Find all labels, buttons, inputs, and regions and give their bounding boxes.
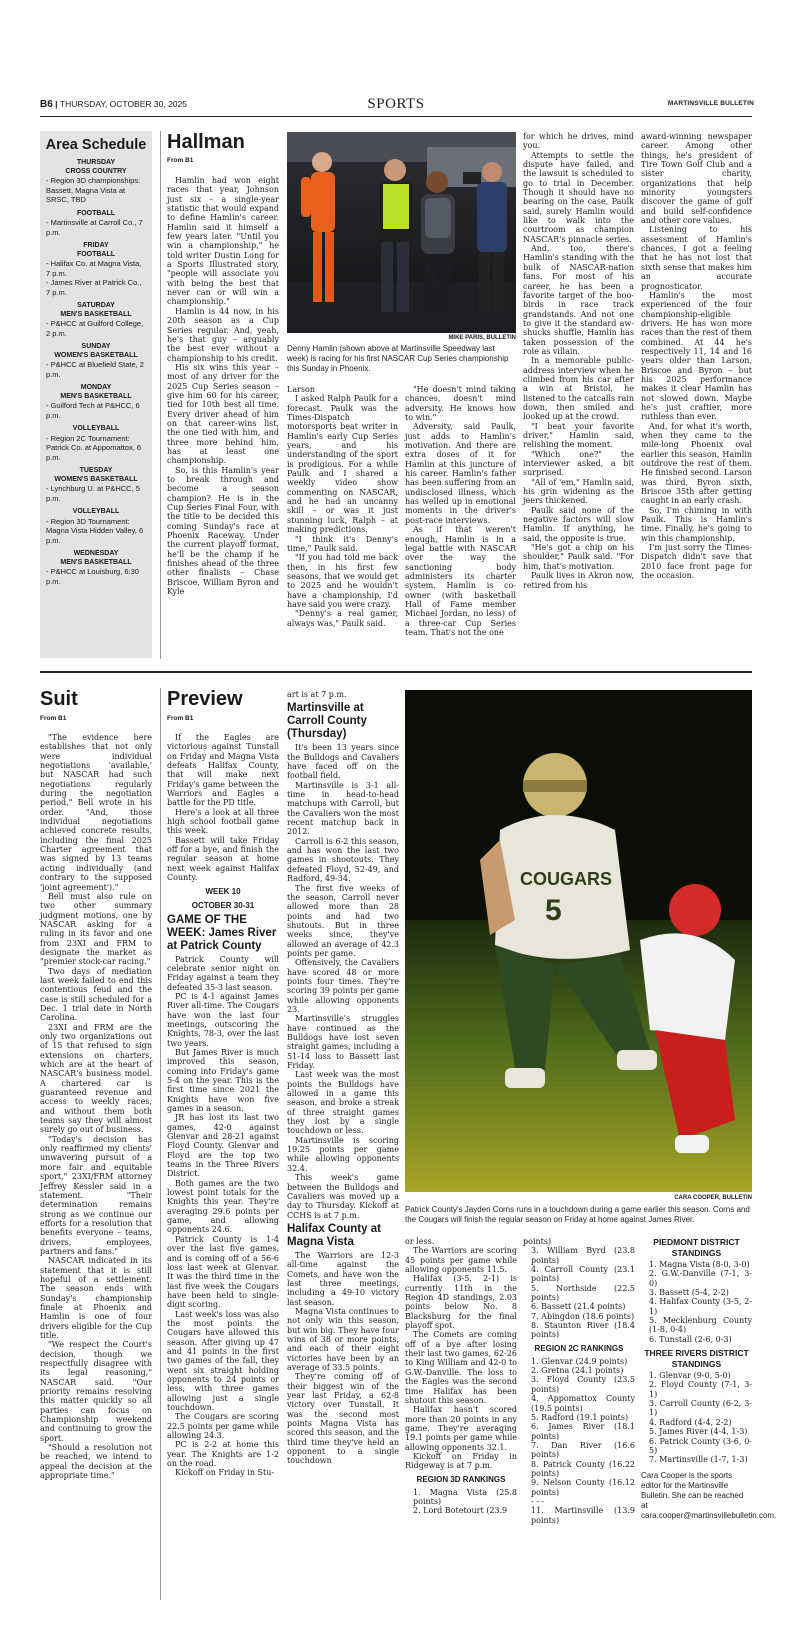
- hallman-col-1: [167, 176, 279, 596]
- schedule-title: Area Schedule: [45, 137, 147, 153]
- schedule-event: - Guilford Tech at P&HCC, 6 p.m.: [46, 401, 140, 420]
- ranking-item: 2. Gretna (24.1 points): [531, 1366, 624, 1376]
- svg-text:5: 5: [545, 894, 562, 927]
- hallman-paragraph: In a memorable public-address interview when he climbed from his car after a win at Bristol, he listened to the catcalls rain down, then smiled and looked up at the crowd.: [523, 356, 634, 422]
- hamlin-photo-credit: MIKE PARIS, BULLETIN: [448, 335, 516, 341]
- schedule-event: - Region 2C Tournament: Patrick Co. at Appomattox, 6 p.m.: [46, 433, 142, 462]
- preview-paragraph: It's been 13 years since the Bulldogs and Cavaliers have faced off on the football field.: [287, 743, 399, 781]
- preview-paragraph: art is at 7 p.m.: [287, 690, 347, 699]
- ranking-item: 5. Northside (22.5 points): [531, 1283, 635, 1303]
- hamlin-photo: [287, 132, 516, 333]
- ranking-item: 1. Magna Vista (25.8 points): [413, 1487, 517, 1506]
- schedule-day: MONDAY: [80, 384, 112, 391]
- schedule-event: - Martinsville at Carroll Co., 7 p.m.: [46, 218, 143, 237]
- hallman-paragraph: "Denny's a real gamer, always was," Paulk said.: [287, 609, 398, 628]
- ranking-item: 7. Dan River (16.6 points): [531, 1440, 635, 1460]
- column-divider: [160, 688, 161, 1600]
- suit-paragraph: "Today's decision has only reaffirmed my clients' unwavering pursuit of a more fair and equitable sport," 23XI/FRM attorney Jeffrey Kessler said in a statement. "Their determination remains strong as we continue our efforts for a resolution that benefits everyone – teams, drivers, employees, partners and fans.": [40, 1134, 152, 1256]
- standings-item: 7. Martinsville (1-7, 1-3): [649, 1455, 748, 1465]
- preview-paragraph: This week's game between the Bulldogs and Cavaliers was moved up a day to Thursday. Kickoff at CCHS is at 7 p.m.: [287, 1173, 399, 1220]
- preview-paragraph: Magna Vista continues to not only win this season, but win big. They have four wins of 38 or more points, and each of their eight victories have been by an average of 33.5 points.: [287, 1306, 399, 1372]
- preview-paragraph: Last week was the most points the Bulldogs have allowed in a game this season, and broke a streak of three straight games they lost by a single touchdown or less.: [287, 1070, 399, 1136]
- schedule-day: TUESDAY: [79, 467, 113, 474]
- standings-item: 5. Mecklenburg County (1-8, 0-4): [649, 1316, 752, 1335]
- preview-paragraph: PC is 2-2 at home this year. The Knights are 1-2 on the road.: [167, 1440, 279, 1469]
- svg-text:COUGARS: COUGARS: [520, 869, 613, 889]
- preview-col-2: [287, 690, 399, 1466]
- preview-paragraph: Carroll is 6-2 this season, and has won the last two games in shootouts. They defeated Floyd, 52-49, and Radford, 49-34.: [287, 836, 399, 884]
- schedule-day: WEDNESDAY: [73, 550, 119, 557]
- hallman-paragraph: Hamlin is 44 now, in his 20th season as a Cup Series regular. And, yeah, he's that guy – arguably the best ever without a championship to his credit.: [167, 306, 279, 363]
- hallman-paragraph: award-winning newspaper career. Among other things, he's president of Tire Town Golf Club and a sister charity, organizations that help minority youngsters discover the game of golf and build self-confidence and other core values.: [641, 132, 752, 226]
- region-3d-head: REGION 3D RANKINGS: [416, 1474, 506, 1484]
- hallman-paragraph: Listening to his assessment of Hamlin's chances, I got a feeling that he has not lost that sixth sense that makes him an accurate prognosticator.: [641, 225, 752, 291]
- schedule-sport: MEN'S BASKETBALL: [60, 558, 132, 566]
- hallman-paragraph: Attempts to settle the dispute have failed, and the lawsuit is scheduled to go to trial in December. Though it should have no bearing on the case, Paulk said, surely Hamlin would like to walk into the courtroom as champion NASCAR's pinnacle series.: [523, 150, 634, 244]
- ranking-item: 6. Bassett (21.4 points): [531, 1302, 626, 1312]
- preview-paragraph: JR has lost its last two games, 42-0 against Glenvar and 28-21 against Floyd County. Glenvar and Floyd are the top two teams in the Three Rivers District.: [167, 1113, 279, 1179]
- suit-paragraph: "We respect the Court's decision, though we respectfully disagree with its legal reasoning," NASCAR said. "Our priority remains resolving this matter quickly so all parties can focus on Championship weekend and continuing to grow the sport.: [40, 1340, 152, 1443]
- suit-paragraph: "Should a resolution not be reached, we intend to appeal the decision at the appropriate time.": [40, 1443, 152, 1481]
- schedule-day: FRIDAY: [83, 242, 109, 249]
- schedule-day: THURSDAY: [76, 159, 116, 166]
- schedule-sport: MEN'S BASKETBALL: [60, 310, 132, 318]
- section-rule: [40, 671, 752, 673]
- standings-item: 3. Carroll County (6-2, 3-1): [649, 1399, 752, 1418]
- preview-paragraph: But James River is much improved this season, coming into Friday's game 5-4 on the year. This is the first time since 2021 the Knights have won five games in a season.: [167, 1047, 279, 1113]
- preview-paragraph: Here's a look at all three high school football game this week.: [167, 807, 279, 836]
- schedule-day: SUNDAY: [81, 343, 111, 350]
- hallman-paragraph: "All of 'em," Hamlin said, his grin widening as the jeers thickened.: [523, 477, 634, 506]
- preview-paragraph: If the Eagles are victorious against Tunstall on Friday and Magna Vista defeats Halifax County, that will make next Friday's game between the Warriors and Eagles a battle for the PD title.: [167, 733, 279, 808]
- suit-paragraph: Two days of mediation last week failed to end this contentious feud and the case is still scheduled for a Dec. 1 trial date in North Carolina.: [40, 966, 152, 1023]
- hallman-paragraph: Paulk lives in Akron now, retired from his: [523, 571, 634, 590]
- publication-name: MARTINSVILLE BULLETIN: [667, 100, 754, 107]
- preview-paragraph: Both games are the two lowest point totals for the Knights this year. They're averaging 29.6 points per game, and allowing opponents 24.6.: [167, 1178, 279, 1235]
- hallman-col-4: [523, 132, 634, 590]
- hallman-headline: Hallman: [167, 131, 245, 153]
- week-dates: OCTOBER 30-31: [191, 900, 255, 910]
- ranking-item: 11. Martinsville (13.9 points): [531, 1506, 635, 1525]
- preview-paragraph: Martinsville is scoring 19.25 points per game while allowing opponents 32.4.: [287, 1135, 399, 1173]
- hallman-paragraph: "If you had told me back then, in his first few seasons, that we would get to 2025 and he wouldn't have a championship, I'd have said you were crazy.: [287, 553, 398, 609]
- suit-from: From B1: [40, 715, 67, 722]
- schedule-sport: FOOTBALL: [76, 209, 116, 217]
- schedule-event: - James River at Patrick Co., 7 p.m.: [46, 278, 142, 297]
- ranking-item: 7. Abingdon (18.6 points): [531, 1311, 635, 1321]
- halifax-magna-head: Halifax County at Magna Vista: [287, 1222, 381, 1248]
- ranking-item: 8. Staunton River (18.4 points): [531, 1321, 635, 1340]
- schedule-sport: WOMEN'S BASKETBALL: [54, 351, 138, 359]
- preview-paragraph: Kickoff on Friday in Stu-: [175, 1468, 275, 1478]
- preview-paragraph: Patrick County will celebrate senior night on Friday against a team they defeated 35-3 last season.: [167, 954, 279, 992]
- standings-item: 1. Glenvar (9-0, 5-0): [649, 1371, 731, 1381]
- schedule-event: - Region 3D Tournament: Magna Vista Hidden Valley, 6 p.m.: [46, 516, 144, 545]
- preview-paragraph: The first five weeks of the season, Carroll never allowed more than 28 points and had two shutouts. But in three weeks since, they've allowed an average of 42.3 points per game.: [287, 883, 399, 958]
- hallman-paragraph: Paulk said none of the negative factors will slow Hamlin. If anything, he said, the opposite is true.: [523, 505, 634, 543]
- hallman-col-5: [641, 132, 752, 581]
- standings-item: 2. Floyd County (7-1, 3-1): [649, 1380, 752, 1399]
- suit-headline: Suit: [40, 688, 78, 710]
- preview-paragraph: Offensively, the Cavaliers have scored 48 or more points four times. They're scoring 39 points per game while allowing opponents 23.: [287, 958, 399, 1014]
- section-title: SPORTS: [367, 96, 425, 112]
- standings-item: 2. G.W.-Danville (7-1, 3-0): [649, 1269, 752, 1288]
- hallman-paragraph: And, for what it's worth, when they came to the mile-long Phoenix oval earlier this season, Hamlin outdrove the rest of them. He finished second. Larson was third, Byron sixth, Briscoe 35th after getting caught in an early crash.: [641, 421, 752, 506]
- hallman-paragraph: "He doesn't mind taking chances, doesn't mind adversity. He knows how to win.": [405, 385, 516, 423]
- preview-paragraph: Last week's loss was also the most points the Cougars have allowed this season. After giving up 47 and 41 points in the first two games of the fall, they went six straight holding opponents to 24 points or less, with three games allowing just a single touchdown.: [167, 1309, 279, 1412]
- ranking-item: 3. Floyd County (23.5 points): [531, 1375, 635, 1394]
- hallman-paragraph: "I beat your favorite driver," Hamlin said, relishing the moment.: [523, 421, 634, 450]
- schedule-sport: FOOTBALL: [76, 250, 116, 258]
- preview-paragraph: Halifax (3-5, 2-1) is currently 11th in the Region 4D standings, 2.03 points below No. 8 Blacksburg for the final playoff spot.: [405, 1274, 517, 1331]
- author-bio: Cara Cooper is the sports editor for the Martinsville Bulletin. She can be reached at cara.cooper@martinsvillebulletin.com.: [641, 1470, 777, 1520]
- standings-item: 3. Bassett (5-4, 2-2): [649, 1288, 729, 1298]
- preview-paragraph: Bassett will take Friday off for a bye, and finish the regular season at home next week against Halifax County.: [167, 835, 279, 883]
- preview-paragraph: Kickoff on Friday in Ridgeway is at 7 p.m.: [405, 1451, 517, 1471]
- standings-item: 6. Patrick County (3-6, 0-5): [649, 1436, 752, 1455]
- suit-paragraph: NASCAR indicated in its statement that it is still hopeful of a settlement. The season ends with Sunday's championship finale at Phoenix and Hamlin is one of four drivers eligible for the Cup title.: [40, 1256, 152, 1340]
- preview-paragraph: They're coming off of their biggest win of the year last Friday, a 62-8 victory over Tunstall. It was the second most points Magna Vista has scored this season, and the third time they've held an opponent to a single touchdown: [287, 1372, 399, 1466]
- hallman-col-3: [405, 385, 516, 637]
- ranking-item: points): [523, 1237, 552, 1246]
- preview-paragraph: PC is 4-1 against James River all-time. The Cougars have won the last four meetings, outscoring the Knights, 78-3, over the last two years.: [167, 991, 279, 1048]
- week-label: WEEK 10: [205, 886, 241, 896]
- ranking-item: 4. Appomattox County (19.5 points): [531, 1394, 635, 1413]
- hallman-paragraph: "Which one?" the interviewer asked, a bit surprised.: [523, 449, 634, 478]
- preview-headline: Preview: [167, 688, 243, 710]
- suit-paragraph: Bell must also rule on two other summary judgment motions, one by NASCAR asking for a ruling in its favor and one from 23XI and FRM to designate the market as "premier stock-car racing.": [40, 891, 152, 967]
- preview-paragraph: Martinsville's struggles have continued as the Bulldogs have lost seven straight games, including a 51-14 loss to Bassett last Friday.: [287, 1014, 399, 1071]
- standings-item: 6. Tunstall (2-6, 0-3): [649, 1334, 732, 1344]
- hallman-paragraph: I'm just sorry the Times-Dispatch didn't save that 2010 face front page for the occasion.: [641, 543, 752, 581]
- page-date: THURSDAY, OCTOBER 30, 2025: [59, 99, 187, 109]
- ranking-item: 8. Patrick County (16.22 points): [531, 1459, 635, 1478]
- preview-paragraph: or less.: [405, 1237, 435, 1246]
- hallman-paragraph: And, too, there's Hamlin's standing with the bulk of NASCAR-nation fans. For most of his career, he has been a favorite target of the boo-birds in race track grandstands. And not one to give it the standard aw-shucks shuffle, Hamlin has taken possession of the role as villain.: [523, 244, 634, 356]
- ranking-item: 6. James River (18.1 points): [531, 1422, 635, 1441]
- schedule-sport: WOMEN'S BASKETBALL: [54, 475, 138, 483]
- schedule-event: - P&HCC at Guilford College, 2 p.m.: [46, 319, 144, 338]
- schedule-event: - Halifax Co. at Magna Vista, 7 p.m.: [46, 259, 142, 278]
- schedule-sport: VOLLEYBALL: [72, 425, 120, 432]
- ranking-item: 2. Lord Botetourt (23.9: [413, 1506, 508, 1516]
- hallman-paragraph: "He's got a chip on his shoulder," Paulk said. "For him, that's motivation.: [523, 543, 634, 571]
- football-photo: [405, 690, 752, 1192]
- hallman-paragraph: So, is this Hamlin's year to break through and become a season champion? He is in the Cup Series Final Four, with the title to be decided this coming Sunday's race at Phoenix Raceway. Under the current playoff format, he'll be the champ if he finishes ahead of the three other finalists – Chase Briscoe, William Byron and Kyle: [167, 465, 279, 597]
- preview-paragraph: Martinsville is 3-1 all-time in head-to-head matchups with Carroll, but the Cavaliers won the most recent matchup back in 2012.: [287, 780, 399, 837]
- schedule-sport: VOLLEYBALL: [72, 508, 120, 515]
- hallman-from: From B1: [167, 157, 194, 164]
- preview-paragraph: The Cougars are scoring 22.5 points per game while allowing 24.3.: [167, 1412, 279, 1441]
- martinsville-carroll-head: Martinsville at Carroll County (Thursday): [287, 702, 367, 741]
- hallman-col-2: [287, 385, 398, 628]
- hallman-paragraph: I asked Ralph Paulk for a forecast. Paulk was the Times-Dispatch motorsports beat writer in Hamlin's early Cup Series years, and his understanding of the sport is prodigious. For a while Paulk and I shared a weekly video show commenting on NASCAR, and he had an uncanny skill – or was it just stunning luck, Ralph – at making predictions.: [287, 394, 398, 535]
- schedule-event: - Lynchburg U. at P&HCC, 5 p.m.: [46, 484, 140, 503]
- game-of-week-head: GAME OF THE WEEK: James River at Patrick County: [167, 913, 277, 952]
- hallman-paragraph: Hamlin had won eight races that year, Johnson just six – a single-year statistic that would expand to define Hamlin's career. Hamlin said it himself a few years later. "Until you win a championship," he told writer Dustin Long for a Sports Illustrated story, "people will associate you with being the best that never can or will win a championship.": [167, 176, 279, 307]
- hallman-paragraph: As if that weren't enough, Hamlin is in a legal battle with NASCAR over the way the sanctioning body administers its charter system. Hamlin is co-owner (with basketball Hall of Fame member Michael Jordan, no less) of a three-car Cup Series team. That's not the one: [405, 525, 516, 637]
- hallman-paragraph: His six wins this year – most of any driver for the 2025 Cup Series season – give him 60 for his career, tied for 10th best all time. Every driver ahead of him on that career-wins list, the one tied with him, and three more behind him, has at least one championship.: [167, 362, 279, 466]
- schedule-day: SATURDAY: [77, 302, 115, 309]
- ranking-item: 3. William Byrd (23.8 points): [531, 1246, 635, 1265]
- suit-paragraph: "The evidence here establishes that not only were individual negotiations 'available,' but NASCAR had such negotiations regularly during the negotiation period," Bell wrote in his order. "And, those individual negotiations achieved concrete results, including the final 2025 Charter agreement that was signed by 13 teams acting individually (and contrary to the supposed 'joint agreement').": [40, 733, 152, 892]
- preview-paragraph: The Comets are coming off of a bye after losing their last two games, 62-26 to King William and 42-0 to G.W.-Danville. The loss to the Eagles was the second time Halifax has been shutout this season.: [405, 1330, 517, 1405]
- hallman-paragraph: Hamlin's the most experienced of the four championship-eligible drivers. He has won more races than the rest of them combined. At 44 he's respectively 11, 14 and 16 years older than Larson, Briscoe and Byron – but his 2025 performance makes it clear Hamlin has not slowed down. Maybe he's just craftier, more ruthless than ever.: [641, 290, 752, 422]
- header-rule: [40, 116, 752, 117]
- ranking-item: 9. Nelson County (16.12 points): [531, 1478, 635, 1497]
- preview-col-4: [523, 1237, 635, 1525]
- preview-paragraph: The Warriors are scoring 45 points per game while allowing opponents 11.5.: [405, 1246, 517, 1275]
- suit-paragraph: 23XI and FRM are the only two organizations out of 15 that refused to sign extensions on charters, which are at the heart of NASCAR's business model. A chartered car is guaranteed revenue and access to weekly races, and without them both teams say they will almost surely go out of business.: [40, 1022, 152, 1135]
- hallman-paragraph: So, I'm chiming in with Paulk. This is Hamlin's time. Finally, he's going to win this championship.: [641, 505, 752, 543]
- standings-item: 4. Radford (4-4, 2-2): [649, 1417, 732, 1427]
- schedule-event: - Region 3D championships: Bassett, Magna Vista at SRSC, TBD: [46, 176, 141, 204]
- hallman-paragraph: Adversity, said Paulk, just adds to Hamlin's motivation. And there are extra doses of it for Hamlin at this juncture of his career. Hamlin's father has been suffering from an undisclosed illness, which has welled up in emotional moments in the driver's post-race interviews.: [405, 422, 516, 525]
- preview-col-1: [167, 733, 279, 1478]
- preview-paragraph: The Warriors are 12-3 all-time against the Comets, and have won the last three meetings, including a 49-10 victory last season.: [287, 1250, 399, 1307]
- preview-col-3: [405, 1237, 517, 1516]
- ranking-item: - - -: [531, 1496, 545, 1506]
- ranking-item: 4. Carroll County (23.1 points): [531, 1265, 635, 1284]
- standings-item: 1. Magna Vista (8-0, 3-0): [649, 1260, 750, 1269]
- hallman-paragraph: "I think it's Denny's time," Paulk said.: [287, 534, 398, 553]
- schedule-sport: CROSS COUNTRY: [65, 167, 127, 175]
- three-rivers-standings-head: THREE RIVERS DISTRICT STANDINGS: [644, 1348, 749, 1369]
- region-2c-head: REGION 2C RANKINGS: [534, 1343, 624, 1353]
- standings-item: 4. Halifax County (3-5, 2-1): [649, 1297, 752, 1316]
- page-number-date: B6 | THURSDAY, OCTOBER 30, 2025: [40, 99, 187, 110]
- ranking-item: 1. Glenvar (24.9 points): [531, 1356, 628, 1366]
- ranking-item: 5. Radford (19.1 points): [531, 1412, 629, 1422]
- football-photo-credit: CARA COOPER, BULLETIN: [674, 1195, 752, 1201]
- piedmont-standings-head: PIEDMONT DISTRICT STANDINGS: [653, 1237, 740, 1258]
- preview-paragraph: Halifax hasn't scored more than 20 points in any game. They're averaging 19.1 points per game while allowing opponents 32.1.: [405, 1405, 517, 1452]
- preview-from: From B1: [167, 715, 194, 722]
- suit-body: [40, 733, 152, 1481]
- preview-paragraph: Patrick County is 1-4 over the last five games, and is coming off of a 56-6 loss last week at Glenvar. It was the third time in the last five week the Cougars have been held to single-digit scoring.: [167, 1234, 279, 1310]
- column-divider: [160, 131, 161, 659]
- preview-col-5: [641, 1237, 777, 1521]
- schedule-sport: MEN'S BASKETBALL: [60, 392, 132, 400]
- football-photo-caption: Patrick County's Jayden Corns runs in a touchdown during a game earlier this season. Corns and the Cougars will finish the regular season on Friday at home against James River.: [405, 1205, 750, 1224]
- area-schedule: [40, 131, 152, 658]
- standings-item: 5. James River (4-4, 1-3): [649, 1427, 748, 1437]
- hallman-paragraph: Larson: [287, 385, 315, 394]
- hallman-paragraph: for which he drives, mind you.: [523, 132, 634, 151]
- schedule-event: - P&HCC at Bluefield State, 2 p.m.: [46, 360, 144, 379]
- hamlin-photo-caption: Denny Hamlin (shown above at Martinsville Speedway last week) is racing for his first NASCAR Cup Series championship this Sunday in Phoenix.: [287, 344, 509, 373]
- schedule-event: - P&HCC at Louisburg, 6:30 p.m.: [46, 567, 139, 586]
- page-number: B6: [40, 99, 53, 110]
